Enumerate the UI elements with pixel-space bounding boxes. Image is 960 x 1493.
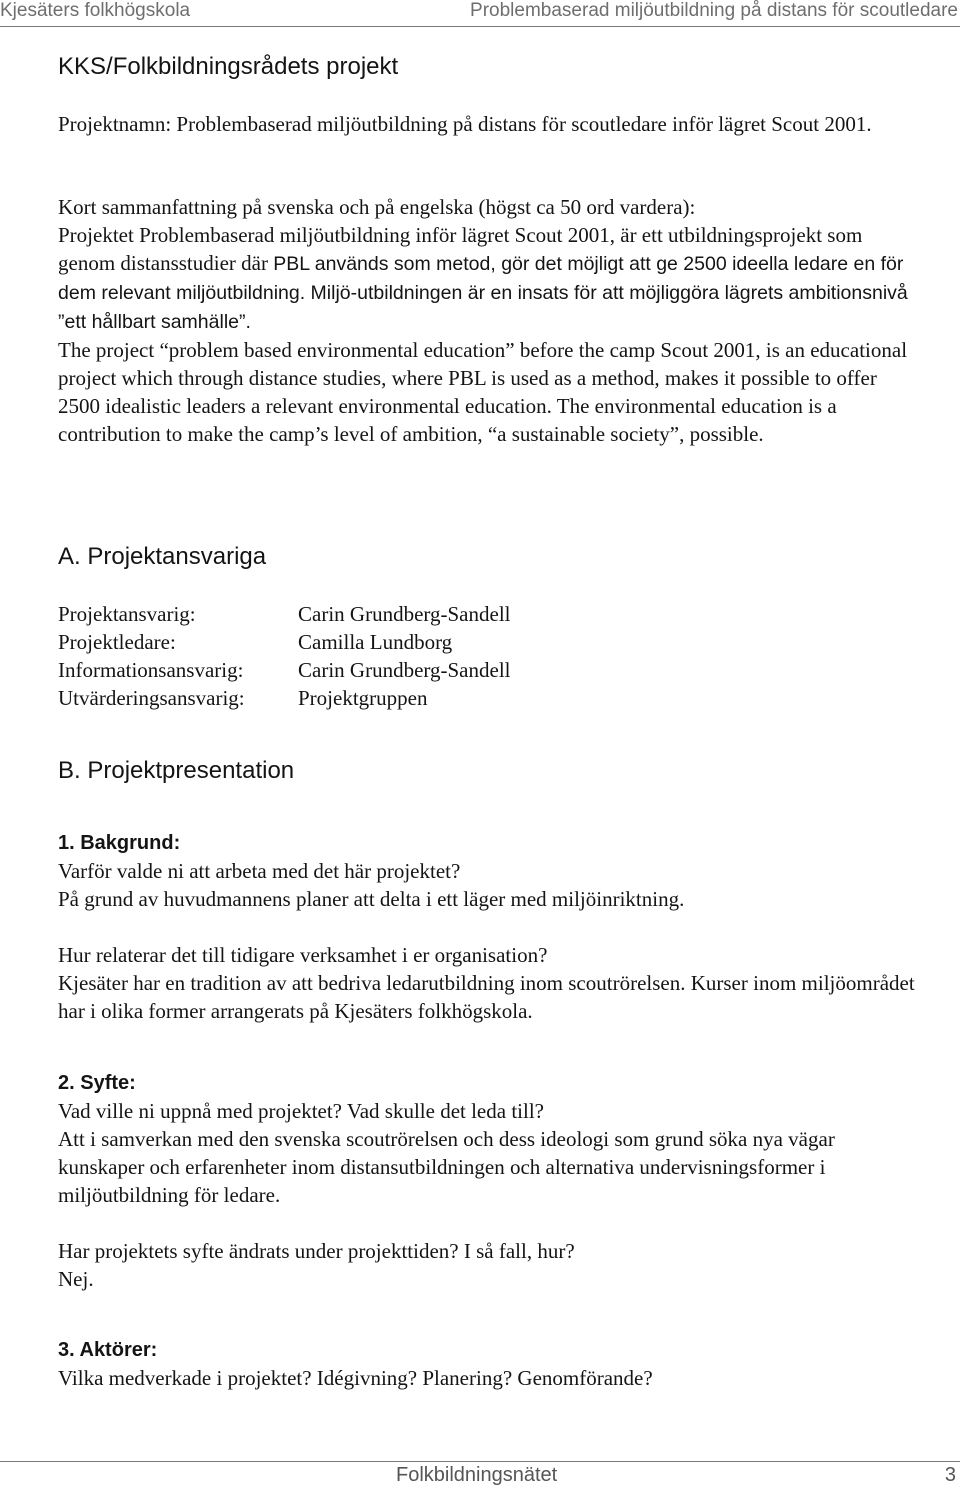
role-label: Projektledare: xyxy=(58,630,176,654)
aktorer-heading: 3. Aktörer: xyxy=(58,1339,158,1361)
bakgrund-answer-1: På grund av huvudmannens planer att delta i ett läger med miljöinriktning. xyxy=(58,887,685,911)
page-header xyxy=(0,0,960,27)
summary-swedish-part1: Projektet Problembaserad miljöutbildning inför lägret Scout 2001, är ett utbildningsprojekt som genom distansstudier där xyxy=(58,223,863,275)
role-value: Carin Grundberg-Sandell xyxy=(298,658,511,682)
bakgrund-answer-2: Kjesäter har en tradition av att bedriva ledarutbildning inom scoutrörelsen. Kurser inom miljöområdet har i olika former arrangerats på Kjesäters folkhögskola. xyxy=(58,971,915,1023)
syfte-answer-1: Att i samverkan med den svenska scoutrörelsen och dess ideologi som grund söka nya vägar kunskaper och erfarenheter inom distansutbildningen och alternativa undervisningsformer i miljöutbildning för ledare. xyxy=(58,1127,835,1207)
role-value: Projektgruppen xyxy=(298,686,428,710)
aktorer-question-1: Vilka medverkade i projektet? Idégivning? Planering? Genomförande? xyxy=(58,1366,653,1390)
footer-divider xyxy=(0,1461,960,1462)
summary-section xyxy=(58,193,918,448)
role-row xyxy=(58,656,510,684)
summary-swedish-part2: PBL används som metod, gör det möjligt att ge 2500 ideella ledare en för dem relevant miljöutbildning. Miljö-utbildningen är en insats för att möjliggöra lägrets ambitionsnivå ”ett hållbart samhälle”. xyxy=(58,253,908,333)
summary-english: The project “problem based environmental education” before the camp Scout 2001, is an educational project which through distance studies, where PBL is used as a method, makes it possible to offer 2500 idealistic leaders a relevant environmental education. The environmental education is a contribution to make the camp’s level of ambition, “a sustainable society”, possible. xyxy=(58,338,908,446)
role-value: Camilla Lundborg xyxy=(298,630,453,654)
project-name: Projektnamn: Problembaserad miljöutbildning på distans för scoutledare inför lägret Scout 2001. xyxy=(58,112,872,136)
role-value: Carin Grundberg-Sandell xyxy=(298,602,511,626)
syfte-answer-2: Nej. xyxy=(58,1267,94,1291)
header-document-title: Problembaserad miljöutbildning på distans för scoutledare xyxy=(470,0,958,21)
bakgrund-question-2: Hur relaterar det till tidigare verksamhet i er organisation? xyxy=(58,943,548,967)
bakgrund-question-1: Varför valde ni att arbeta med det här projektet? xyxy=(58,859,461,883)
header-school-name: Kjesäters folkhögskola xyxy=(0,0,191,21)
role-row xyxy=(58,684,510,712)
page-number: 3 xyxy=(944,1464,956,1486)
syfte-question-2: Har projektets syfte ändrats under projekttiden? I så fall, hur? xyxy=(58,1239,575,1263)
role-label: Informationsansvarig: xyxy=(58,658,244,682)
bakgrund-content xyxy=(58,857,918,1025)
syfte-heading: 2. Syfte: xyxy=(58,1072,136,1094)
summary-swedish xyxy=(58,221,918,336)
section-b-heading: B. Projektpresentation xyxy=(58,757,295,784)
syfte-content xyxy=(58,1097,918,1293)
role-row xyxy=(58,628,510,656)
syfte-question-1: Vad ville ni uppnå med projektet? Vad skulle det leda till? xyxy=(58,1099,544,1123)
summary-intro: Kort sammanfattning på svenska och på engelska (högst ca 50 ord vardera): xyxy=(58,195,696,219)
role-label: Utvärderingsansvarig: xyxy=(58,686,245,710)
footer-publisher: Folkbildningsnätet xyxy=(396,1464,558,1486)
role-row xyxy=(58,600,510,628)
role-label: Projektansvarig: xyxy=(58,602,196,626)
bakgrund-heading: 1. Bakgrund: xyxy=(58,832,181,854)
roles-list xyxy=(58,600,510,712)
section-a-heading: A. Projektansvariga xyxy=(58,543,267,570)
page-title: KKS/Folkbildningsrådets projekt xyxy=(58,53,399,80)
aktorer-content xyxy=(58,1364,918,1392)
